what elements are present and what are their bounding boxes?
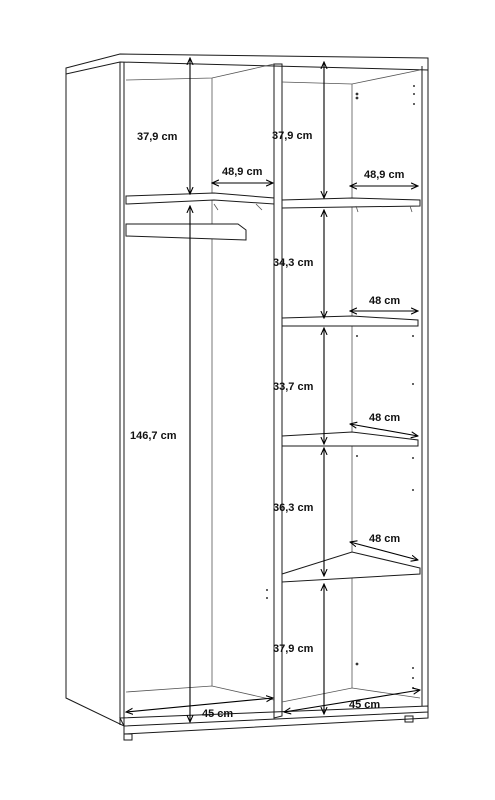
wardrobe-carcass <box>66 54 428 740</box>
back-top-right <box>282 70 420 84</box>
shelf-1 <box>282 198 420 208</box>
dimension-labels <box>130 130 405 720</box>
label-right-shelf3-depth: 48 cm <box>369 412 401 424</box>
label-left-upper-width: 48,9 cm <box>222 166 263 178</box>
label-right-shelf2-depth: 48 cm <box>369 295 401 307</box>
label-right-top-height: 37,9 cm <box>272 130 313 142</box>
left-shelf <box>126 193 274 210</box>
shelf-3 <box>282 432 418 446</box>
shelf-2 <box>282 316 418 326</box>
label-right-bottom-width: 45 cm <box>349 699 381 711</box>
label-left-hanging-height: 146,7 cm <box>130 430 177 442</box>
label-right-shelf4-height: 36,3 cm <box>273 502 314 514</box>
label-right-shelf2-height: 34,3 cm <box>273 257 314 269</box>
label-right-shelf4-depth: 48 cm <box>369 533 401 545</box>
arrow-left-bottom-width <box>126 698 273 712</box>
shelf-4 <box>282 552 420 582</box>
back-top-left <box>126 64 274 80</box>
base-front <box>124 712 428 734</box>
label-right-top-width: 48,9 cm <box>364 169 405 181</box>
hanging-rail <box>126 224 246 240</box>
back-bottom-left <box>126 686 274 700</box>
label-left-bottom-width: 45 cm <box>202 708 234 720</box>
label-right-bottom-height: 37,9 cm <box>273 643 314 655</box>
label-right-shelf3-height: 33,7 cm <box>273 381 314 393</box>
foot-left <box>124 734 132 740</box>
left-side-panel <box>66 62 124 726</box>
label-left-upper-height: 37,9 cm <box>137 131 178 143</box>
